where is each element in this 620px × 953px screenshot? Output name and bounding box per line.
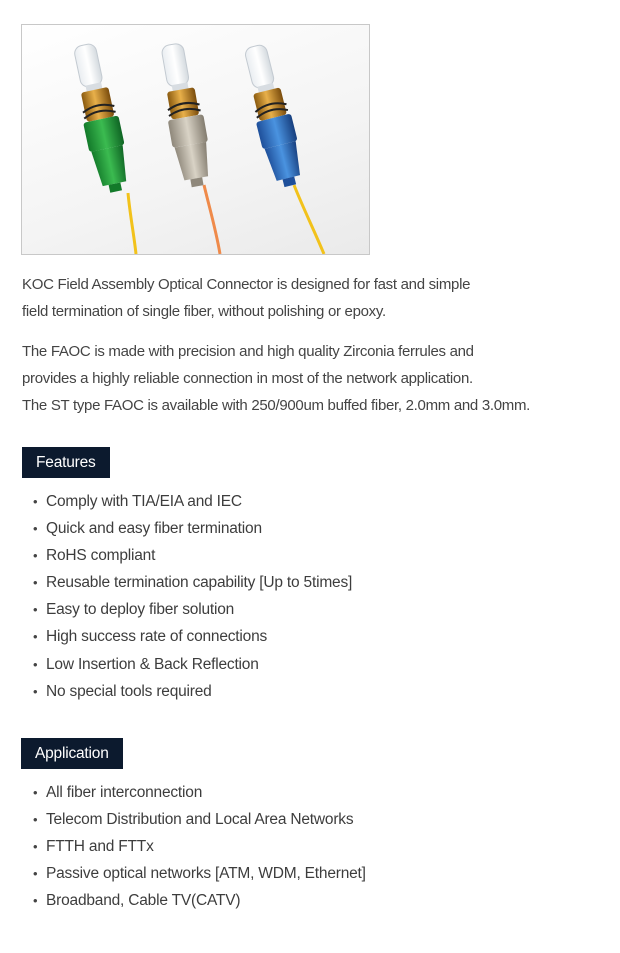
list-item: • Quick and easy fiber termination (33, 515, 352, 542)
features-heading: Features (22, 447, 110, 478)
fiber-yellow-right (294, 185, 324, 254)
grey-connector (155, 41, 215, 189)
intro-line-5: The ST type FAOC is available with 250/900um buffed fiber, 2.0mm and 3.0mm. (22, 397, 531, 414)
intro-line-1: KOC Field Assembly Optical Connector is designed for fast and simple (22, 276, 471, 293)
list-item: • Easy to deploy fiber solution (33, 596, 352, 623)
list-item: • No special tools required (33, 678, 352, 705)
intro-paragraph-2 (22, 338, 530, 419)
list-item: • Reusable termination capability [Up to 5times] (33, 569, 352, 596)
list-item: • Comply with TIA/EIA and IEC (33, 488, 352, 515)
list-item: • Low Insertion & Back Reflection (33, 651, 352, 678)
features-list (33, 488, 352, 705)
application-list (33, 779, 366, 914)
list-item: • FTTH and FTTx (33, 833, 366, 860)
intro-line-4: provides a highly reliable connection in most of the network application. (22, 370, 473, 387)
intro-line-3: The FAOC is made with precision and high quality Zirconia ferrules and (22, 343, 474, 360)
list-item: • Passive optical networks [ATM, WDM, Ethernet] (33, 860, 366, 887)
intro-paragraph-1 (22, 271, 470, 325)
fiber-yellow-left (128, 193, 136, 254)
application-heading: Application (21, 738, 123, 769)
fiber-orange (204, 185, 220, 254)
list-item: • Telecom Distribution and Local Area Networks (33, 806, 366, 833)
green-connector (67, 41, 133, 195)
blue-connector (238, 42, 308, 190)
list-item: • RoHS compliant (33, 542, 352, 569)
connector-illustration (22, 25, 369, 254)
list-item: • Broadband, Cable TV(CATV) (33, 887, 366, 914)
list-item: • All fiber interconnection (33, 779, 366, 806)
intro-line-2: field termination of single fiber, without polishing or epoxy. (22, 303, 386, 320)
product-photo (21, 24, 370, 255)
list-item: • High success rate of connections (33, 623, 352, 650)
